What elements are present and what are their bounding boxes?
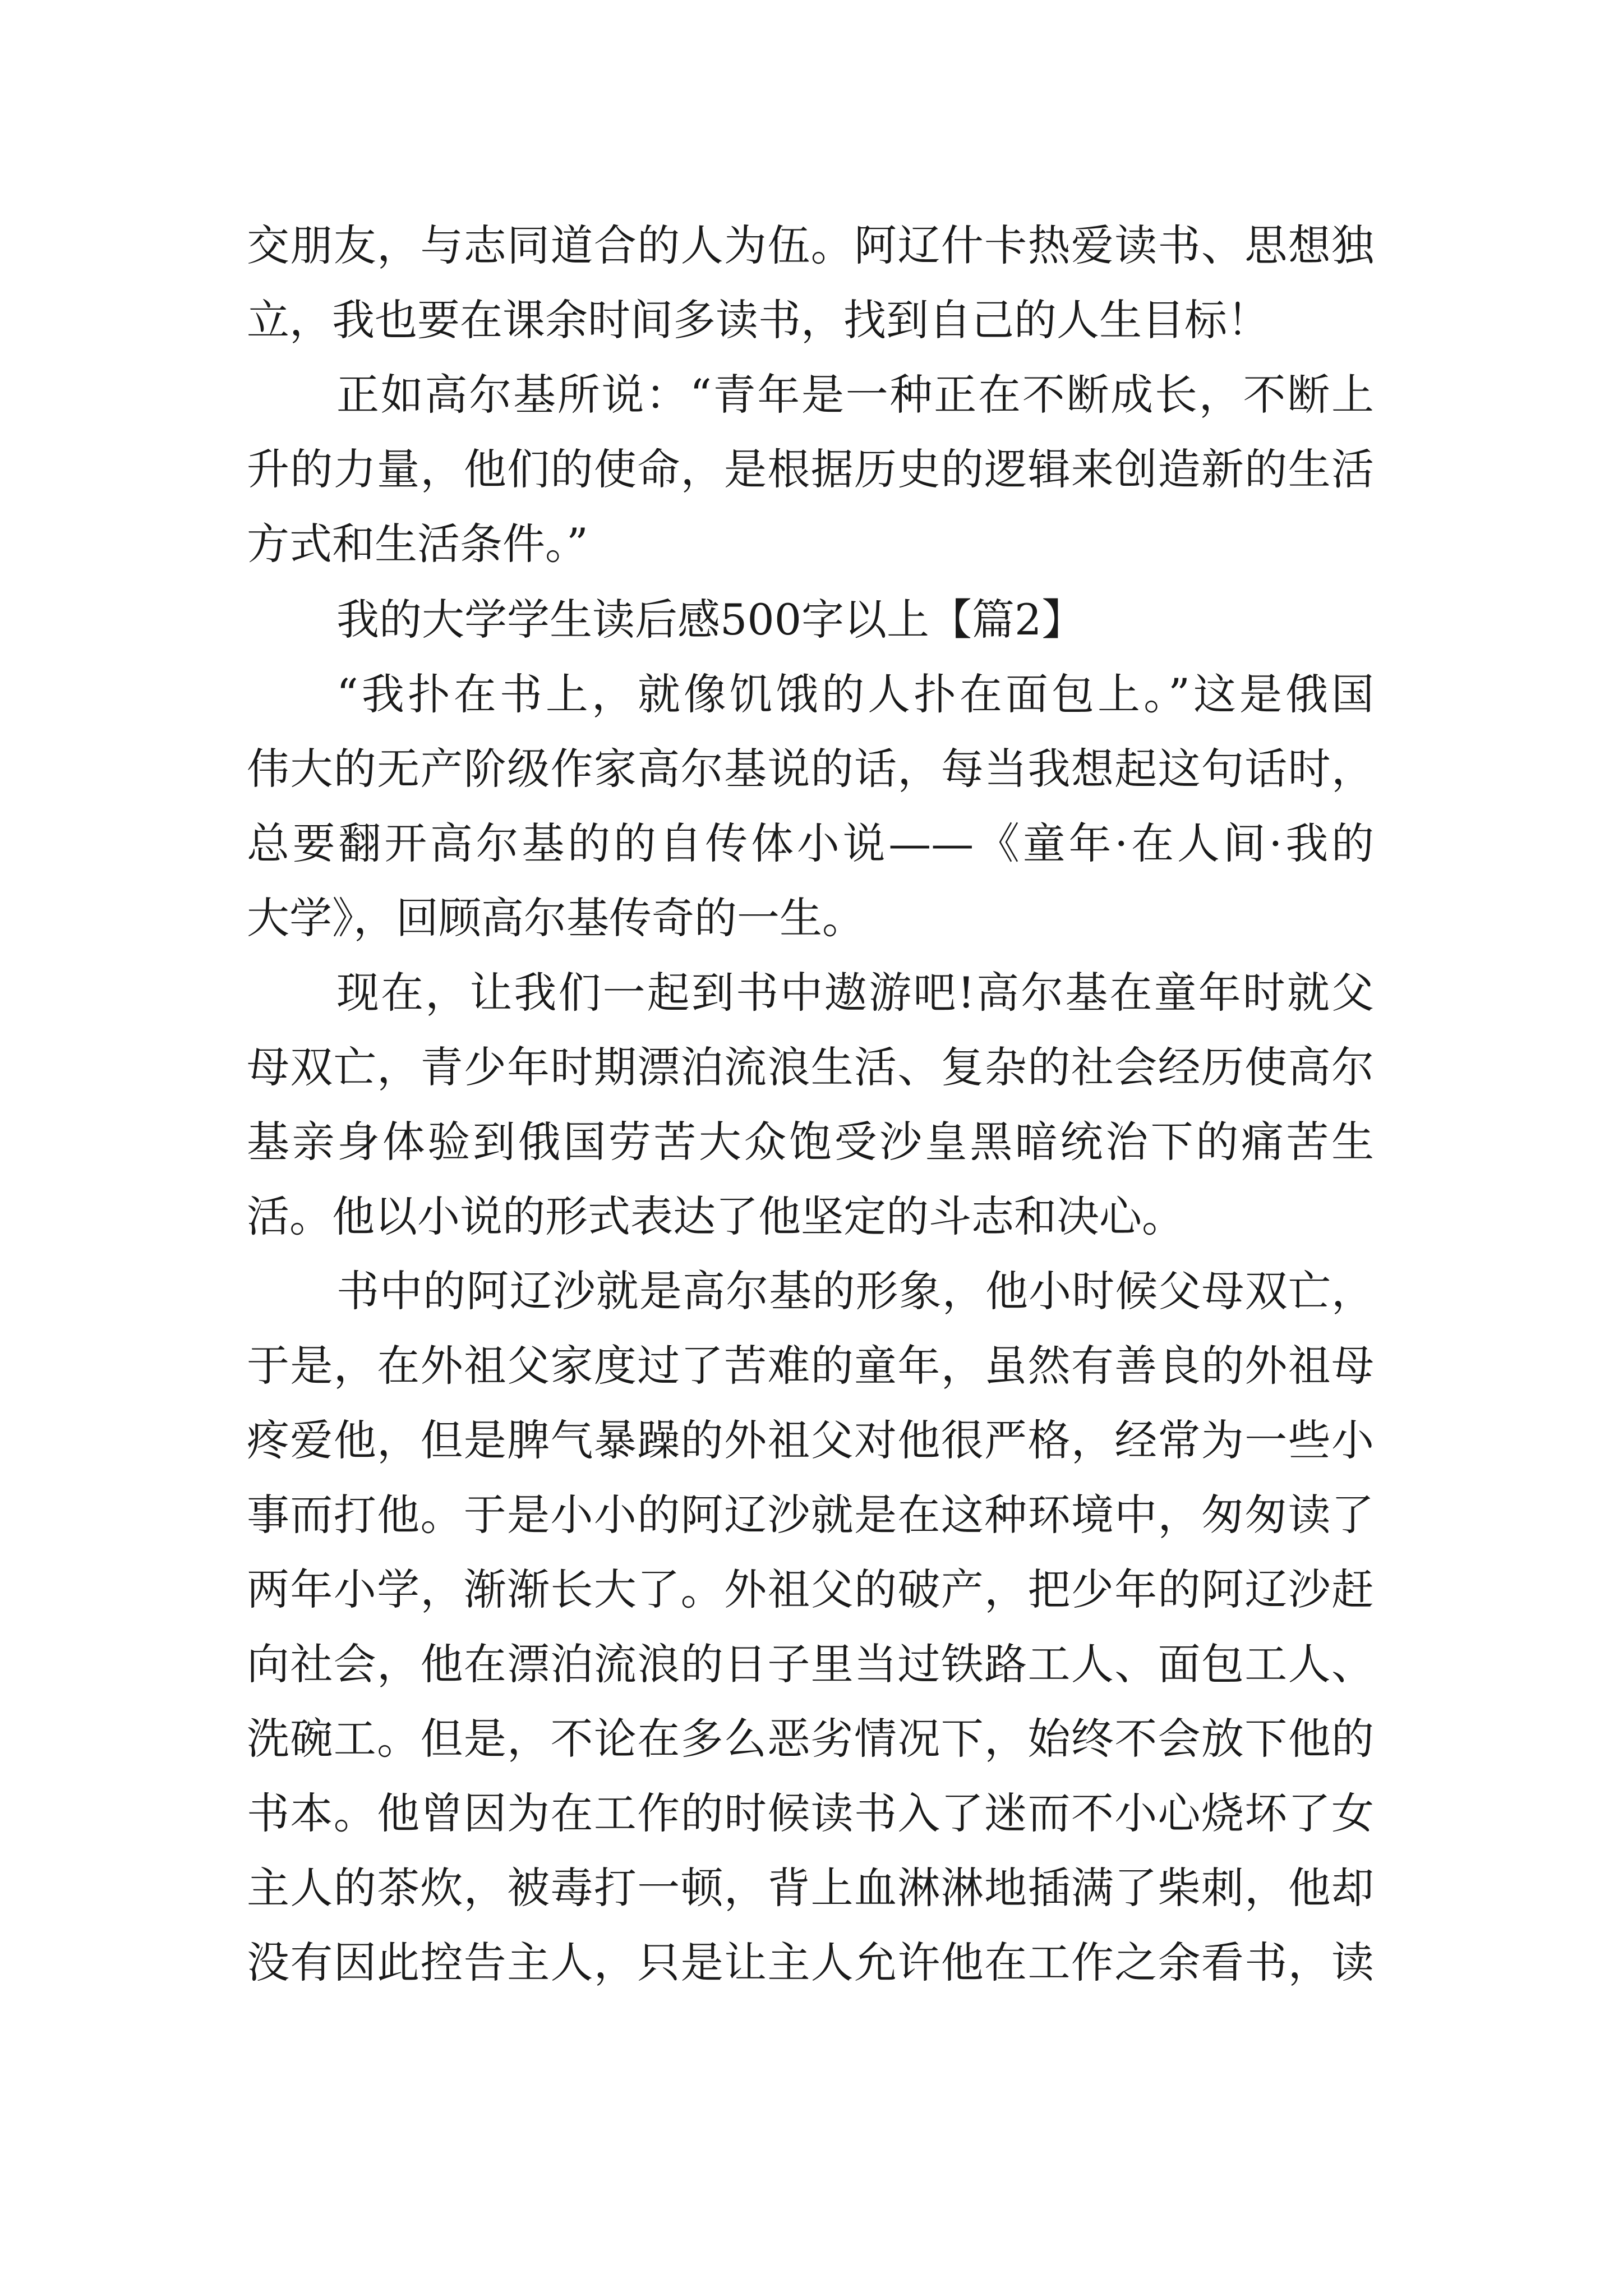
text-line: 方式和生活条件。”	[247, 519, 588, 569]
text-line: 总要翻开高尔基的的自传体小说——《童年·在人间·我的	[247, 818, 1374, 868]
text-line: 母双亡，青少年时期漂泊流浪生活、复杂的社会经历使高尔	[247, 1042, 1374, 1092]
text-line: 洗碗工。但是，不论在多么恶劣情况下，始终不会放下他的	[247, 1714, 1374, 1764]
text-line: 向社会，他在漂泊流浪的日子里当过铁路工人、面包工人、	[247, 1639, 1374, 1689]
text-line: 没有因此控告主人，只是让主人允许他在工作之余看书，读	[247, 1938, 1374, 1987]
text-line: 书中的阿辽沙就是高尔基的形象，他小时候父母双亡，	[336, 1266, 1374, 1316]
text-line: 伟大的无产阶级作家高尔基说的话，每当我想起这句话时，	[247, 744, 1374, 794]
text-line: 两年小学，渐渐长大了。外祖父的破产，把少年的阿辽沙赶	[247, 1565, 1374, 1614]
text-line: 事而打他。于是小小的阿辽沙就是在这种环境中，匆匆读了	[247, 1490, 1374, 1540]
text-line: 立，我也要在课余时间多读书，找到自己的人生目标！	[247, 295, 1270, 345]
text-line: 现在，让我们一起到书中遨游吧!高尔基在童年时就父	[336, 968, 1374, 1018]
text-line: 疼爱他，但是脾气暴躁的外祖父对他很严格，经常为一些小	[247, 1415, 1374, 1465]
text-line: “我扑在书上，就像饥饿的人扑在面包上。”这是俄国	[336, 669, 1374, 719]
text-line: 基亲身体验到俄国劳苦大众饱受沙皇黑暗统治下的痛苦生	[247, 1117, 1374, 1167]
text-line: 升的力量，他们的使命，是根据历史的逻辑来创造新的生活	[247, 444, 1374, 494]
text-line: 交朋友，与志同道合的人为伍。阿辽什卡热爱读书、思想独	[247, 220, 1374, 270]
text-line: 活。他以小说的形式表达了他坚定的斗志和决心。	[247, 1191, 1184, 1241]
text-line: 正如高尔基所说：“青年是一种正在不断成长，不断上	[336, 370, 1374, 420]
text-line: 于是，在外祖父家度过了苦难的童年，虽然有善良的外祖母	[247, 1341, 1374, 1391]
section-heading: 我的大学学生读后感500字以上【篇2】	[336, 595, 1085, 645]
text-line: 主人的茶炊，被毒打一顿，背上血淋淋地插满了柴刺，他却	[247, 1863, 1374, 1913]
text-line: 大学》，回顾高尔基传奇的一生。	[247, 893, 865, 943]
text-line: 书本。他曾因为在工作的时候读书入了迷而不小心烧坏了女	[247, 1788, 1374, 1838]
